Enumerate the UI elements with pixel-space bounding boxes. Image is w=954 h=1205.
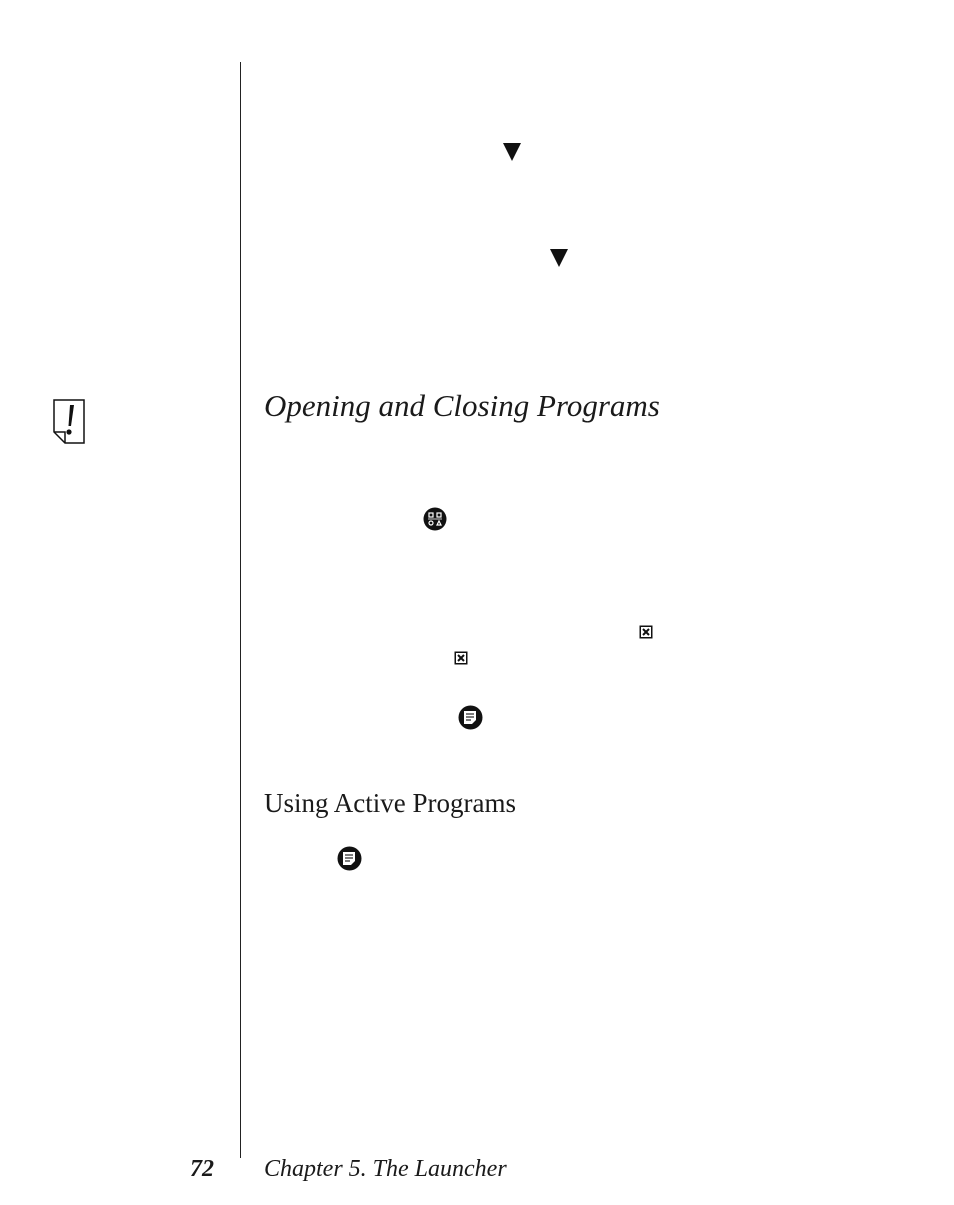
launcher-icon xyxy=(423,507,447,531)
close-box-icon xyxy=(639,625,653,639)
section-heading: Opening and Closing Programs xyxy=(264,388,660,423)
dropdown-triangle-icon xyxy=(550,249,568,267)
active-programs-icon xyxy=(337,846,362,871)
running-footer-chapter: Chapter 5. The Launcher xyxy=(264,1156,507,1182)
dropdown-triangle-icon xyxy=(503,143,521,161)
active-programs-icon xyxy=(458,705,483,730)
close-box-icon xyxy=(454,651,468,665)
margin-rule xyxy=(240,62,241,1158)
exclamation-note-icon xyxy=(53,399,86,444)
page-number: 72 xyxy=(190,1156,214,1182)
subsection-heading: Using Active Programs xyxy=(264,788,516,818)
